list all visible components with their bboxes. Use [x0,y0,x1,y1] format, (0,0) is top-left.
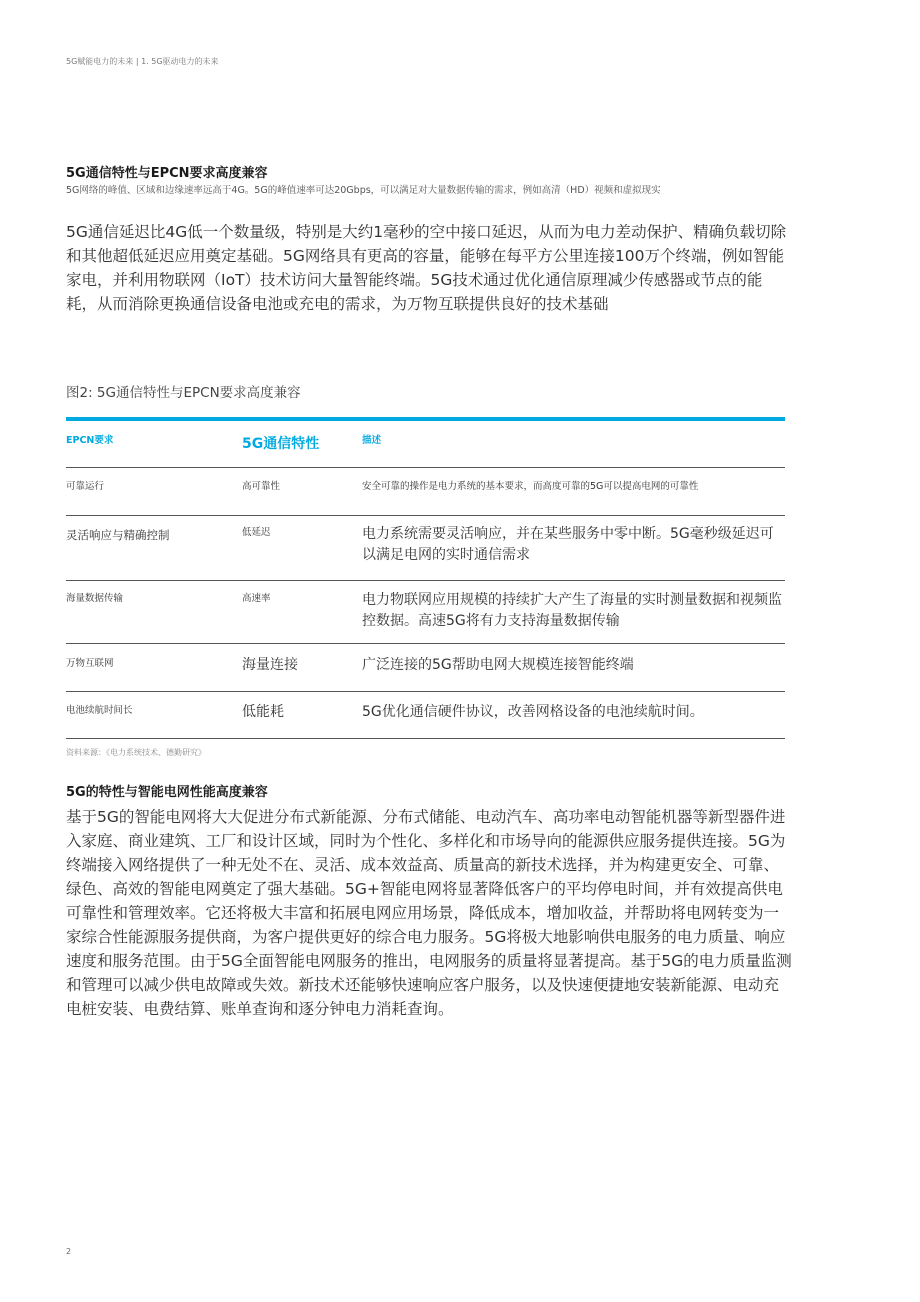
column-header-feature: 5G通信特性 [242,436,320,452]
row-requirement: 灵活响应与精确控制 [66,528,170,542]
row-description: 电力物联网应用规模的持续扩大产生了海量的实时测量数据和视频监控数据。高速5G将有力支持海量数据传输 [362,592,782,629]
row-description: 电力系统需要灵活响应，并在某些服务中零中断。5G毫秒级延迟可以满足电网的实时通信需求 [362,526,774,563]
row-feature: 低能耗 [242,704,284,720]
page-number: 2 [66,1247,72,1256]
row-requirement: 万物互联网 [66,658,114,669]
smart-grid-paragraph: 基于5G的智能电网将大大促进分布式新能源、分布式储能、电动汽车、高功率电动智能机器等新型器件进入家庭、商业建筑、工厂和设计区域，同时为个性化、多样化和市场导向的能源供应服务提供连接。5G为终端接入网络提供了一种无处不在、灵活、成本效益高、质量高的新技术选择，并为构建更安全、可靠、绿色、高效的智能电网奠定了强大基础。5G+智能电网将显著降低客户的平均停电时间，并有效提高供电可靠性和管理效率。它还将极大丰富和拓展电网应用场景，降低成本，增加收益，并帮助将电网转变为一家综合性能源服务提供商，为客户提供更好的综合电力服务。5G将极大地影响供电服务的电力质量、响应速度和服务范围。由于5G全面智能电网服务的推出，电网服务的质量将显著提高。基于5G的电力质量监测和管理可以减少供电故障或失效。新技术还能够快速响应客户服务，以及快速便捷地安装新能源、电动充电桩安装、电费结算、账单查询和逐分钟电力消耗查询。 [66,808,792,1018]
section-paragraph: 5G通信延迟比4G低一个数量级，特别是大约1毫秒的空中接口延迟，从而为电力差动保护、精确负载切除和其他超低延迟应用奠定基础。5G网络具有更高的容量，能够在每平方公里连接100万个终端，例如智能家电，并利用物联网（IoT）技术访问大量智能终端。5G技术通过优化通信原理减少传感器或节点的能耗，从而消除更换通信设备电池或充电的需求，为万物互联提供良好的技术基础 [66,223,787,313]
source-note: 资料来源：《电力系统技术、德勤研究》 [66,748,206,757]
row-divider [66,580,785,581]
column-header-description: 描述 [362,435,382,446]
section-heading-smart-grid: 5G的特性与智能电网性能高度兼容 [66,785,268,800]
row-divider [66,467,785,468]
row-description: 广泛连接的5G帮助电网大规模连接智能终端 [362,657,634,673]
section-heading-5g-epcn: 5G通信特性与EPCN要求高度兼容 [66,166,268,181]
running-header: 5G赋能电力的未来 | 1. 5G驱动电力的未来 [66,57,219,66]
figure-caption: 图2: 5G通信特性与EPCN要求高度兼容 [66,385,301,401]
row-divider [66,691,785,692]
section-intro: 5G网络的峰值、区域和边缘速率远高于4G。5G的峰值速率可达20Gbps，可以满足对大量数据传输的需求，例如高清（HD）视频和虚拟现实 [66,185,661,196]
row-description: 5G优化通信硬件协议，改善网格设备的电池续航时间。 [362,704,704,720]
row-divider [66,643,785,644]
table-top-rule [66,417,785,421]
row-feature: 低延迟 [242,527,271,538]
row-feature: 高速率 [242,593,271,604]
column-header-requirement: EPCN要求 [66,435,114,446]
row-divider [66,738,785,739]
row-description: 安全可靠的操作是电力系统的基本要求，而高度可靠的5G可以提高电网的可靠性 [362,481,699,492]
row-feature: 海量连接 [242,657,298,673]
row-requirement: 可靠运行 [66,481,105,492]
row-requirement: 电池续航时间长 [66,705,133,716]
row-divider [66,515,785,516]
row-feature: 高可靠性 [242,481,281,492]
row-requirement: 海量数据传输 [66,593,124,604]
